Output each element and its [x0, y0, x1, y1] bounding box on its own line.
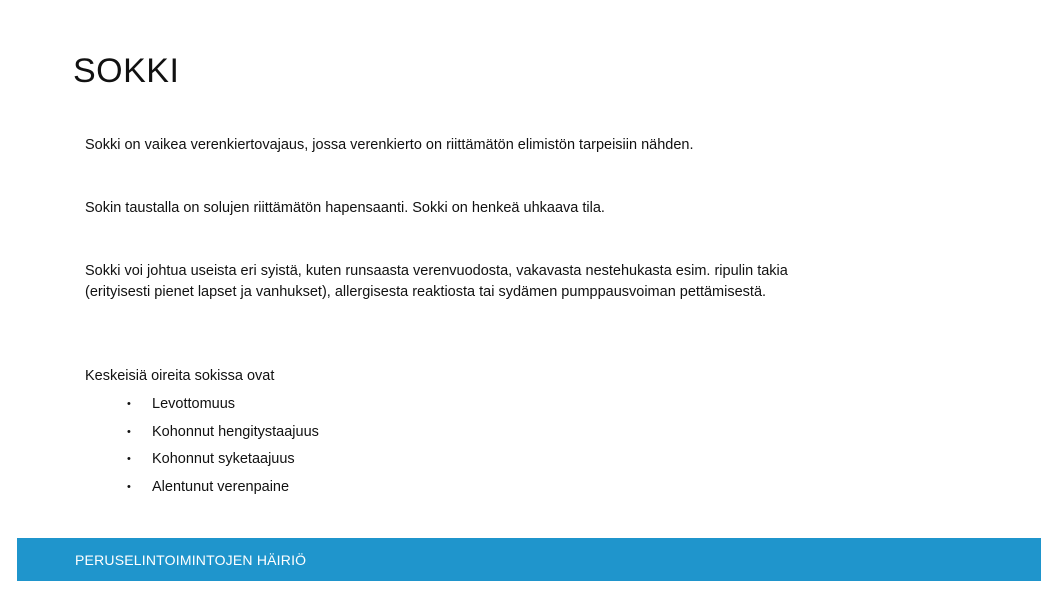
paragraph-cause: Sokin taustalla on solujen riittämätön hapensaanti. Sokki on henkeä uhkaava tila. [85, 200, 605, 216]
symptom-label: Kohonnut hengitystaajuus [152, 423, 319, 440]
bullet-icon: • [127, 453, 131, 465]
bullet-icon: • [127, 398, 131, 410]
symptom-label: Alentunut verenpaine [152, 478, 290, 495]
paragraph-symptoms-intro: Keskeisiä oireita sokissa ovat [85, 368, 275, 384]
bullet-icon: • [127, 425, 131, 438]
symptom-list [123, 394, 319, 504]
list-item [123, 394, 319, 422]
slide-title: SOKKI [73, 52, 180, 90]
symptom-label: Levottomuus [152, 396, 236, 412]
symptom-label: Kohonnut syketaajuus [152, 451, 295, 467]
footer-label: PERUSELINTOIMINTOJEN HÄIRIÖ [75, 552, 307, 568]
footer-bar [17, 538, 1041, 581]
list-item [123, 422, 319, 450]
bullet-icon: • [127, 480, 131, 493]
list-item [123, 449, 319, 477]
list-item [123, 477, 319, 505]
paragraph-definition: Sokki on vaikea verenkiertovajaus, jossa verenkierto on riittämätön elimistön tarpeisiin nähden. [85, 137, 694, 153]
paragraph-reasons: Sokki voi johtua useista eri syistä, kuten runsaasta verenvuodosta, vakavasta nestehukasta esim. ripulin takia (erityisesti pienet lapset ja vanhukset), allergisesta reaktiosta tai sydämen pumppausvoiman pettämisestä. [85, 263, 788, 300]
